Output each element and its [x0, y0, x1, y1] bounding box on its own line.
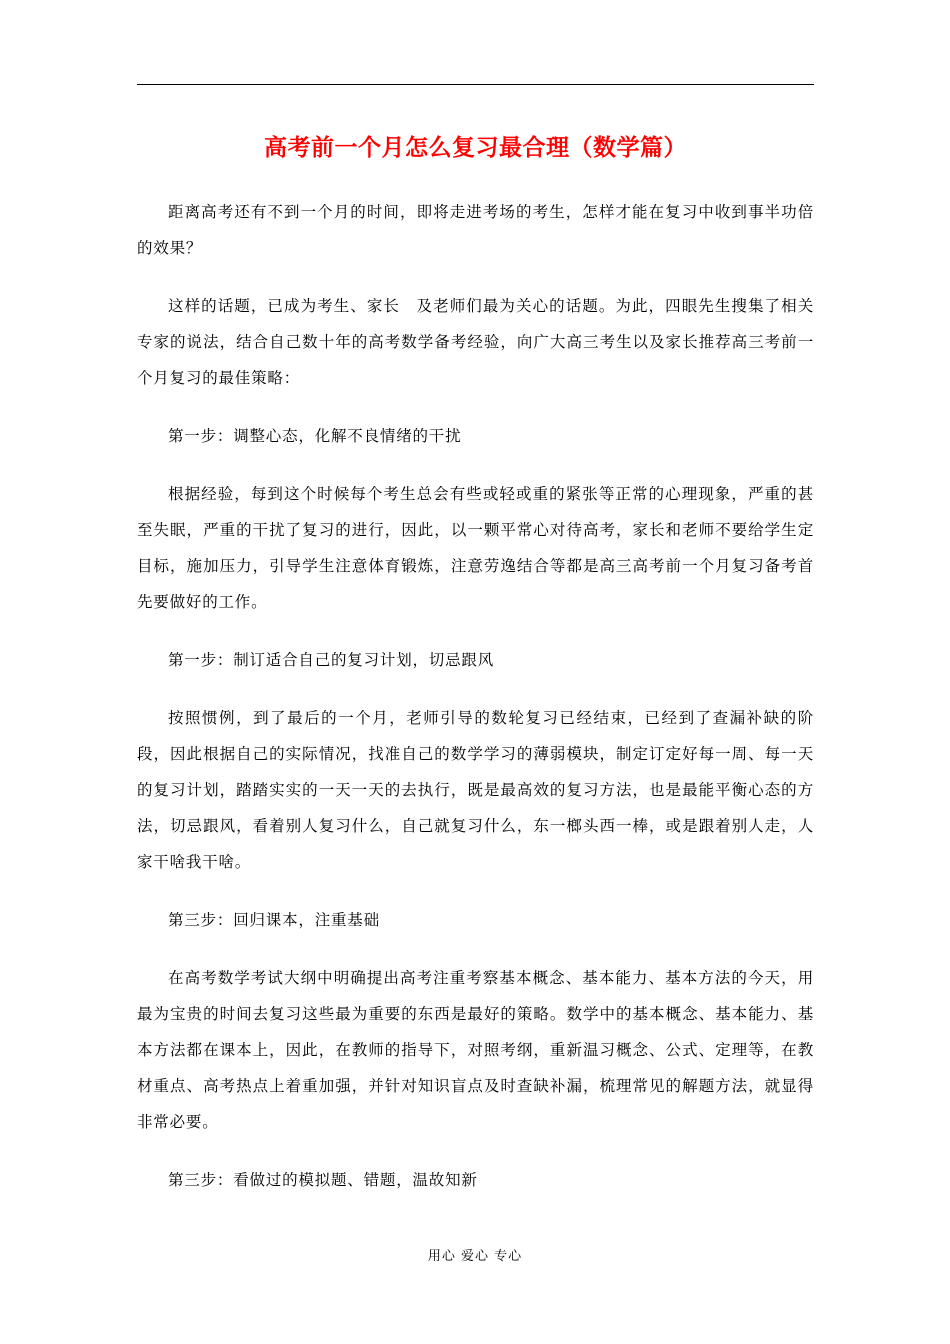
step-heading-2: 第一步：制订适合自己的复习计划，切忌跟风: [168, 651, 495, 669]
step-heading-4: 第三步：看做过的模拟题、错题，温故知新: [168, 1171, 478, 1189]
intro-paragraph: 距离高考还有不到一个月的时间，即将走进考场的考生，怎样才能在复习中收到事半功倍的效果？: [137, 203, 814, 257]
step-heading-1: 第一步：调整心态，化解不良情绪的干扰: [168, 427, 462, 445]
step-body-3: 在高考数学考试大纲中明确提出高考注重考察基本概念、基本能力、基本方法的今天，用最为宝贵的时间去复习这些最为重要的东西是最好的策略。数学中的基本概念、基本能力、基本方法都在课本上，因此，在教师的指导下，对照考纲，重新温习概念、公式、定理等，在教材重点、高考热点上着重加强，并针对知识盲点及时查缺补漏，梳理常见的解题方法，就显得非常必要。: [137, 969, 814, 1131]
step-body-2: 按照惯例，到了最后的一个月，老师引导的数轮复习已经结束，已经到了查漏补缺的阶段，因此根据自己的实际情况，找准自己的数学学习的薄弱模块，制定订定好每一周、每一天的复习计划，踏踏实实的一天一天的去执行，既是最高效的复习方法，也是最能平衡心态的方法，切忌跟风，看着别人复习什么，自己就复习什么，东一榔头西一棒，或是跟着别人走，人家干啥我干啥。: [137, 709, 814, 871]
document-title: 高考前一个月怎么复习最合理（数学篇）: [264, 135, 687, 161]
context-paragraph: 这样的话题，已成为考生、家长 及老师们最为关心的话题。为此，四眼先生搜集了相关专家的说法，结合自己数十年的高考数学备考经验，向广大高三考生以及家长推荐高三考前一个月复习的最佳策略：: [137, 297, 814, 387]
step-body-1: 根据经验，每到这个时候每个考生总会有些或轻或重的紧张等正常的心理现象，严重的甚至失眠，严重的干扰了复习的进行，因此，以一颗平常心对待高考，家长和老师不要给学生定目标，施加压力，引导学生注意体育锻炼，注意劳逸结合等都是高三高考前一个月复习备考首先要做好的工作。: [137, 485, 814, 611]
header-rule: [137, 84, 814, 85]
page-footer: 用心 爱心 专心: [427, 1249, 523, 1264]
step-heading-3: 第三步：回归课本，注重基础: [168, 911, 380, 929]
document-body: [137, 194, 814, 1220]
